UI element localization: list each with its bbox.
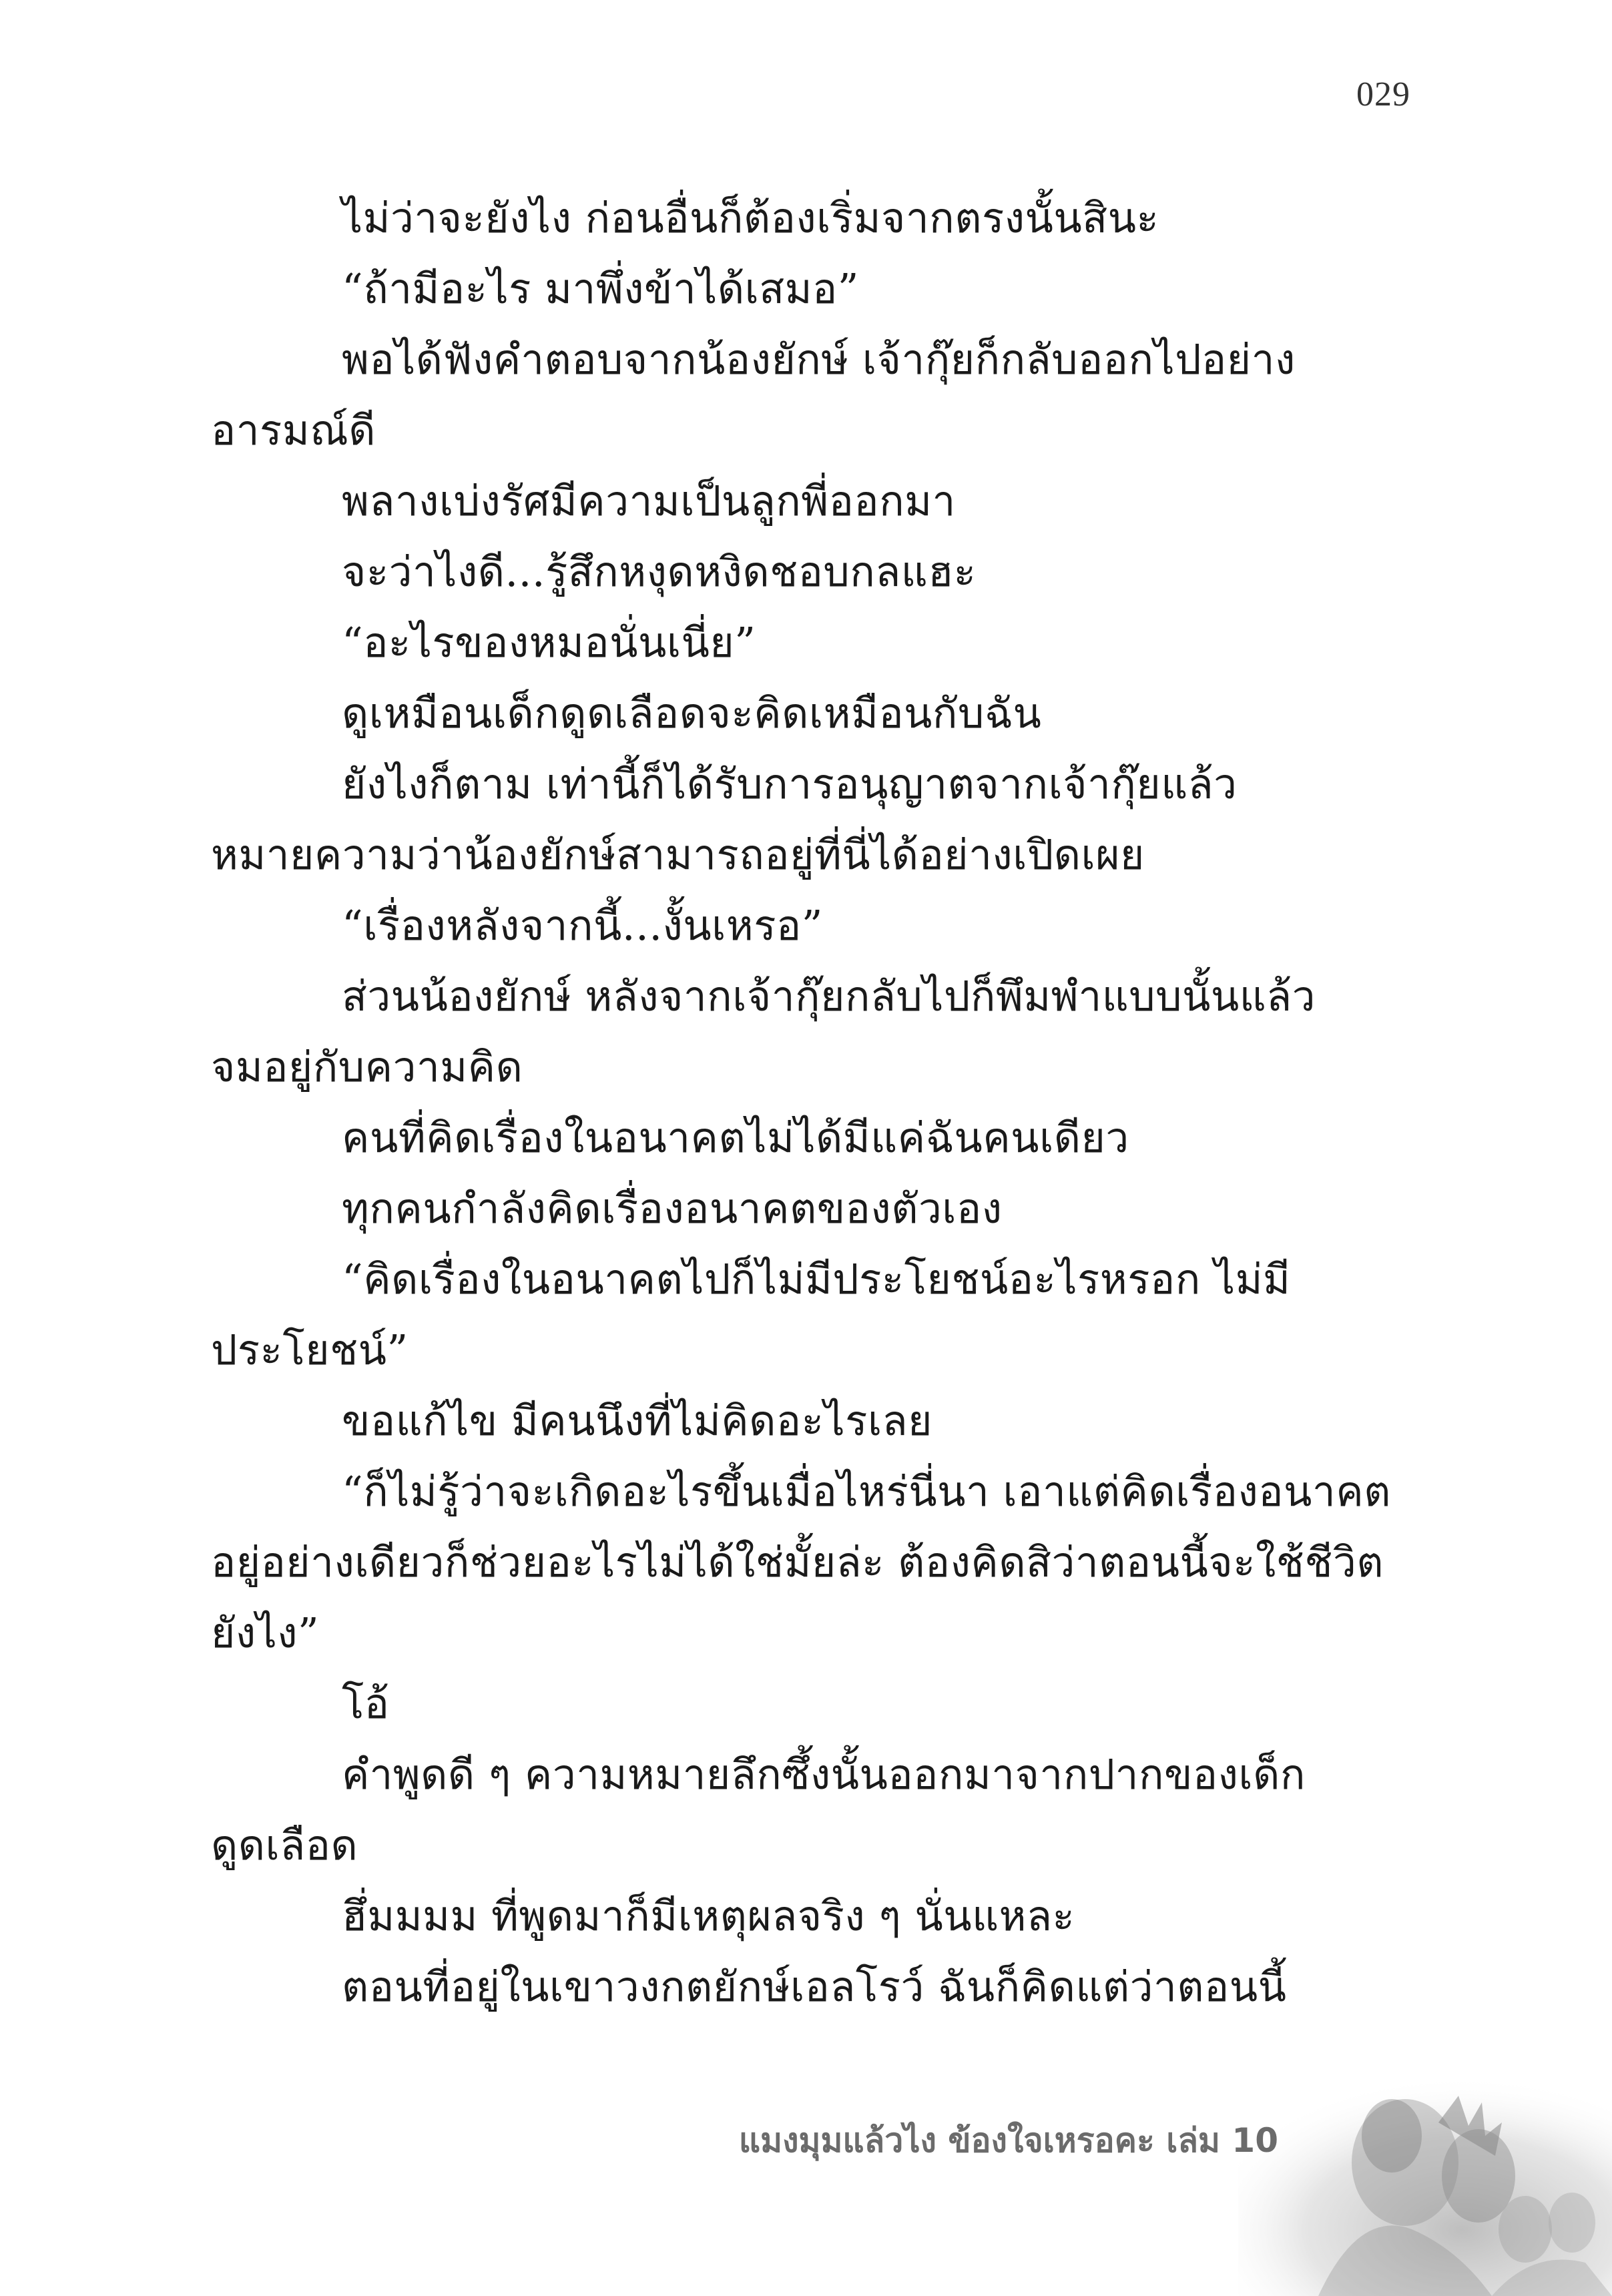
text-line: “ก็ไม่รู้ว่าจะเกิดอะไรขึ้นเมื่อไหร่นี่นา เอาแต่คิดเรื่องอนาคต [342,1467,1391,1516]
text-line: “อะไรของหมอนั่นเนี่ย” [342,618,756,667]
running-footer: แมงมุมแล้วไง ข้องใจเหรอคะ เล่ม 10 [738,2121,1278,2160]
text-line: “ถ้ามีอะไร มาพึ่งข้าได้เสมอ” [342,264,859,313]
text-line: อารมณ์ดี [211,406,376,455]
page-number: 029 [1356,75,1410,113]
body-text [211,183,1406,2022]
text-line: จะว่าไงดี...รู้สึกหงุดหงิดชอบกลแฮะ [342,547,977,596]
footer-illustration [1238,2076,1612,2296]
text-line: ไม่ว่าจะยังไง ก่อนอื่นก็ต้องเริ่มจากตรงนั้นสินะ [342,194,1159,242]
text-line: คนที่คิดเรื่องในอนาคตไม่ได้มีแค่ฉันคนเดียว [342,1113,1129,1162]
text-line: ฮึ่มมมม ที่พูดมาก็มีเหตุผลจริง ๆ นั่นแหละ [342,1892,1075,1940]
text-line: อยู่อย่างเดียวก็ช่วยอะไรไม่ได้ใช่มั้ยล่ะ ต้องคิดสิว่าตอนนี้จะใช้ชีวิต [211,1538,1384,1587]
text-line: ยังไงก็ตาม เท่านี้ก็ได้รับการอนุญาตจากเจ้ากุ๊ยแล้ว [342,760,1238,808]
text-line: โอ้ [342,1679,390,1728]
text-line: ดูดเลือด [211,1821,358,1870]
text-line: ดูเหมือนเด็กดูดเลือดจะคิดเหมือนกับฉัน [342,689,1042,738]
text-line: ยังไง” [211,1609,320,1657]
text-line: “เรื่องหลังจากนี้...งั้นเหรอ” [342,901,823,950]
text-line: ตอนที่อยู่ในเขาวงกตยักษ์เอลโรว์ ฉันก็คิดแต่ว่าตอนนี้ [342,1962,1287,2011]
text-line: จมอยู่กับความคิด [211,1043,523,1091]
text-line: “คิดเรื่องในอนาคตไปก็ไม่มีประโยชน์อะไรหรอก ไม่มี [342,1255,1291,1304]
text-line: คำพูดดี ๆ ความหมายลึกซึ้งนั้นออกมาจากปากของเด็ก [342,1750,1306,1799]
text-line: ประโยชน์” [211,1326,409,1374]
text-line: ส่วนน้องยักษ์ หลังจากเจ้ากุ๊ยกลับไปก็พึมพำแบบนั้นแล้ว [342,972,1316,1021]
text-line: ขอแก้ไข มีคนนึงที่ไม่คิดอะไรเลย [342,1396,932,1445]
text-line: พอได้ฟังคำตอบจากน้องยักษ์ เจ้ากุ๊ยก็กลับออกไปอย่าง [342,335,1296,384]
text-line: พลางเบ่งรัศมีความเป็นลูกพี่ออกมา [342,477,956,525]
text-line: ทุกคนกำลังคิดเรื่องอนาคตของตัวเอง [342,1184,1003,1233]
text-line: หมายความว่าน้องยักษ์สามารถอยู่ที่นี่ได้อย่างเปิดเผย [211,830,1145,879]
